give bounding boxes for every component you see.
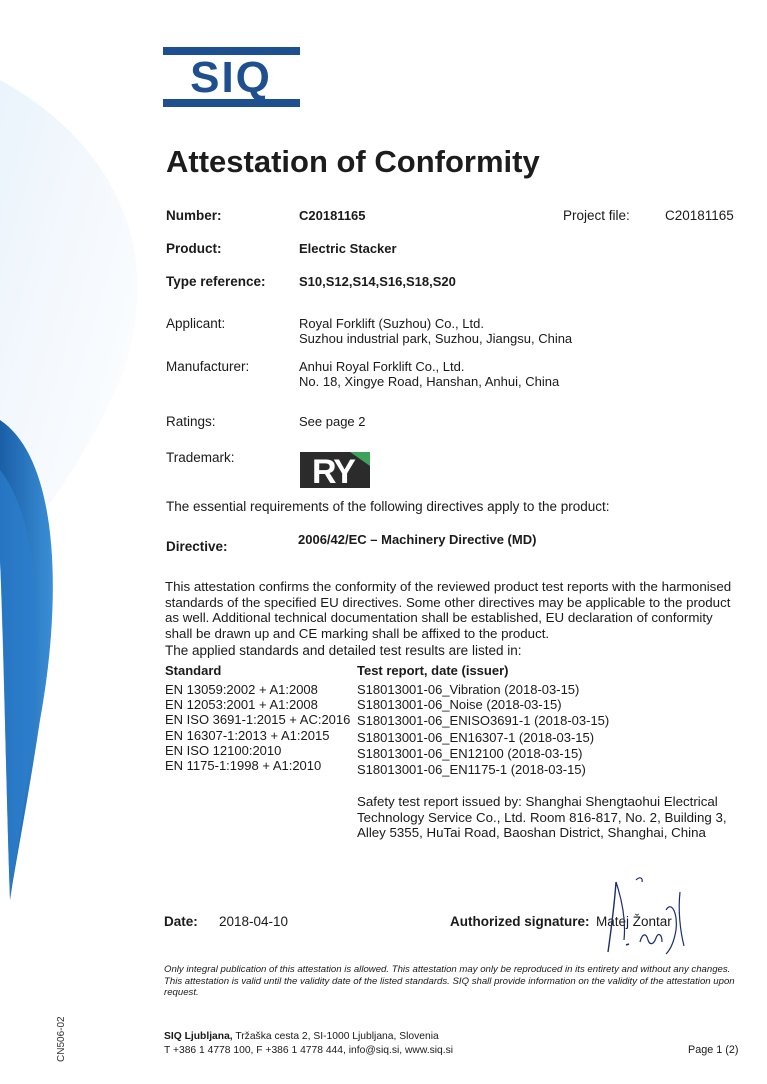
ratings-label: Ratings: [166, 414, 216, 429]
project-file-label: Project file: [563, 208, 630, 223]
applicant-label: Applicant: [166, 316, 226, 331]
page-title: Attestation of Conformity [166, 144, 540, 179]
test-report-item: S18013001-06_Noise (2018-03-15) [357, 697, 562, 712]
applicant-line-1: Royal Forklift (Suzhou) Co., Ltd. [299, 316, 484, 331]
type-reference-label: Type reference: [166, 274, 266, 289]
footer-org-name: SIQ Ljubljana, [164, 1031, 233, 1042]
standard-item: EN ISO 3691-1:2015 + AC:2016 [165, 712, 351, 727]
page-number: Page 1 (2) [688, 1044, 739, 1056]
signatory-name: Matej Žontar [596, 914, 672, 929]
document-code: CN506-02 [56, 1016, 67, 1062]
trademark-label: Trademark: [166, 450, 235, 465]
footer-address-line [164, 1030, 439, 1044]
test-report-column-header: Test report, date (issuer) [357, 663, 509, 678]
footer-contact: T +386 1 4778 100, F +386 1 4778 444, info@siq.si, www.siq.si [164, 1045, 454, 1056]
ratings-value: See page 2 [299, 414, 366, 429]
logo-text: SIQ [190, 53, 272, 102]
applied-standards-text: The applied standards and detailed test results are listed in: [165, 643, 522, 658]
standard-item: EN 13059:2002 + A1:2008 [165, 682, 318, 697]
signature-label: Authorized signature: [450, 914, 590, 929]
footer-address: Tržaška cesta 2, SI-1000 Ljubljana, Slovenia [235, 1031, 439, 1042]
standard-item: EN 1175-1:1998 + A1:2010 [165, 758, 322, 773]
disclaimer-text: Only integral publication of this attestation is allowed. This attestation may only be reproduced in its entirety and without any changes. This attestation is valid until the validity date of the listed standards. SIQ shall provide information on the validity of the attestation upon request. [164, 964, 735, 999]
test-report-item: S18013001-06_ENISO3691-1 (2018-03-15) [357, 713, 610, 728]
manufacturer-label: Manufacturer: [166, 359, 250, 374]
date-value: 2018-04-10 [219, 914, 289, 929]
test-report-item: S18013001-06_EN16307-1 (2018-03-15) [357, 730, 595, 745]
manufacturer-line-1: Anhui Royal Forklift Co., Ltd. [299, 359, 465, 374]
product-value: Electric Stacker [299, 241, 397, 256]
trademark-logo [300, 452, 370, 488]
number-label: Number: [166, 208, 222, 223]
handwritten-signature [596, 870, 696, 960]
safety-test-paragraph: Safety test report issued by: Shanghai Shengtaohui Electrical Technology Service Co., Ltd. Room 816-817, No. 2, Building 3, Alley 5355, HuTai Road, Baoshan District, Shanghai, China [357, 794, 727, 841]
test-report-item: S18013001-06_EN1175-1 (2018-03-15) [357, 762, 586, 777]
manufacturer-line-2: No. 18, Xingye Road, Hanshan, Anhui, China [299, 374, 560, 389]
standard-column-header: Standard [165, 663, 222, 678]
directive-label: Directive: [166, 539, 228, 554]
applicant-line-2: Suzhou industrial park, Suzhou, Jiangsu, China [299, 331, 573, 346]
product-label: Product: [166, 241, 222, 256]
standard-item: EN ISO 12100:2010 [165, 743, 282, 758]
standard-item: EN 12053:2001 + A1:2008 [165, 697, 318, 712]
trademark-text: RY [312, 453, 354, 488]
standard-item: EN 16307-1:2013 + A1:2015 [165, 728, 330, 743]
number-value: C20181165 [299, 208, 366, 223]
test-report-item: S18013001-06_EN12100 (2018-03-15) [357, 746, 583, 761]
project-file-value: C20181165 [665, 208, 734, 223]
test-report-item: S18013001-06_Vibration (2018-03-15) [357, 682, 580, 697]
conformity-paragraph: This attestation confirms the conformity of the reviewed product test reports with the harmonised standards of the specified EU directives. Some other directives may be applicable to the product as well. Additional technical documentation shall be established, EU declaration of conformity shall be drawn up and CE marking shall be affixed to the product. [165, 579, 732, 641]
date-label: Date: [164, 914, 198, 929]
directive-value: 2006/42/EC – Machinery Directive (MD) [298, 532, 537, 547]
type-reference-value: S10,S12,S14,S16,S18,S20 [299, 274, 456, 289]
siq-logo [163, 47, 300, 107]
essential-requirements-text: The essential requirements of the following directives apply to the product: [166, 499, 610, 514]
